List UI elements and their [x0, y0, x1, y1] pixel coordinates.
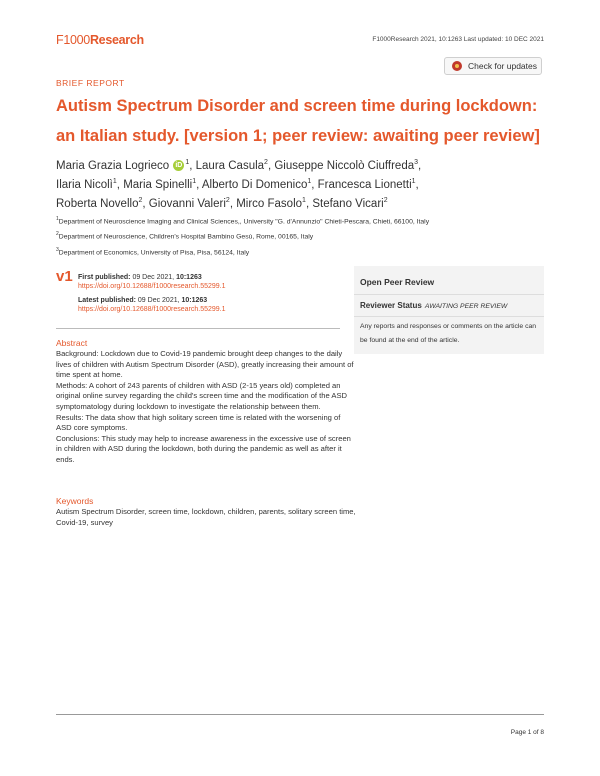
- peer-review-title: Open Peer Review: [360, 277, 435, 287]
- orcid-icon[interactable]: iD: [175, 162, 183, 170]
- article-title-line-1: Autism Spectrum Disorder and screen time during lockdown:: [56, 97, 538, 115]
- article-type-label: BRIEF REPORT: [56, 78, 125, 88]
- author[interactable]: Francesca Lionetti: [317, 178, 412, 191]
- author[interactable]: Giuseppe Niccolò Ciuffreda: [274, 159, 415, 172]
- open-peer-review-panel: [354, 266, 544, 354]
- latest-published-info: Latest published: 09 Dec 2021, 10:1263 https://doi.org/10.12688/f1000research.55299.1: [78, 297, 226, 313]
- author[interactable]: Giovanni Valeri: [148, 197, 226, 210]
- divider: [56, 328, 340, 329]
- peer-review-note: Any reports and responses or comments on the article can be found at the end of the article.: [360, 323, 537, 344]
- author[interactable]: Stefano Vicari: [312, 197, 384, 210]
- version-badge: v1: [56, 268, 73, 285]
- author[interactable]: Alberto Di Domenico: [201, 178, 308, 191]
- affiliation: $^2$Department of Neuroscience, Children's Hospital Bambino Gesù, Rome, 00165, Italy: [56, 231, 314, 241]
- abstract-conclusions: Conclusions: This study may help to increase awareness in the excessive use of screen in children with ASD during the lockdown, both during the pandemic as well as after it ends.: [56, 433, 351, 464]
- abstract-heading: Abstract: [56, 338, 88, 348]
- check-updates-icon: [452, 61, 462, 71]
- first-published-info: First published: 09 Dec 2021, 10:1263 https://doi.org/10.12688/f1000research.55299.1: [78, 274, 226, 290]
- latest-published-doi-link[interactable]: https://doi.org/10.12688/f1000research.55299.1: [78, 306, 226, 313]
- check-updates-label: Check for updates: [468, 61, 537, 71]
- article-title-line-2: an Italian study. [version 1; peer review: awaiting peer review]: [56, 127, 540, 145]
- divider: [354, 294, 544, 295]
- abstract-methods: Methods: A cohort of 243 parents of children with ASD (2-15 years old) completed an original online survey regarding the child's screen time and the modification of the ASD symptomatology during lockdown to investigate the relationship between them.: [56, 380, 348, 411]
- check-for-updates-button[interactable]: [444, 57, 542, 75]
- first-published-doi-link[interactable]: https://doi.org/10.12688/f1000research.55299.1: [78, 283, 226, 290]
- keywords-heading: Keywords: [56, 496, 94, 506]
- abstract-results: Results: The data show that high solitary screen time is related with the worsening of ASD core symptoms.: [56, 412, 341, 433]
- affiliation: $^3$Department of Economics, University of Pisa, Pisa, 56124, Italy: [56, 246, 250, 256]
- author[interactable]: Maria Spinelli: [123, 178, 193, 191]
- affiliations: [56, 213, 556, 259]
- status-value: AWAITING PEER REVIEW: [424, 303, 508, 310]
- author[interactable]: Roberta Novello: [56, 197, 139, 210]
- journal-logo: F1000Research: [56, 33, 144, 47]
- author[interactable]: Ilaria Nicolì: [56, 178, 113, 191]
- page-number: Page 1 of 8: [510, 729, 544, 736]
- footer-divider: [56, 714, 544, 715]
- author[interactable]: Laura Casula: [195, 159, 265, 172]
- abstract-background: Background: Lockdown due to Covid-19 pandemic brought deep changes to the daily lives of children with Autism Spectrum Disorder (ASD), greatly increasing their amount of time spent at home.: [56, 349, 354, 380]
- author[interactable]: Mirco Fasolo: [236, 197, 303, 210]
- abstract-body: [56, 349, 356, 466]
- divider: [354, 316, 544, 317]
- keywords-text: Autism Spectrum Disorder, screen time, lockdown, children, parents, solitary screen time, Covid-19, survey: [56, 507, 356, 527]
- affiliation: $^1$Department of Neuroscience Imaging and Clinical Sciences,, University "G. d'Annunzio" Chieti-Pescara, Chieti, 66100, Italy: [56, 216, 430, 226]
- reviewer-status: Reviewer Status AWAITING PEER REVIEW: [360, 301, 508, 310]
- citation-header: F1000Research 2021, 10:1263 Last updated: 10 DEC 2021: [372, 36, 544, 43]
- author[interactable]: Maria Grazia Logrieco: [56, 159, 170, 172]
- author-list: Maria Grazia Logrieco iD $^1$, Laura Casula$^2$, Giuseppe Niccolò Ciuffreda$^3$, Ilaria Nicolì$^1$, Maria Spinelli$^1$, Alberto Di Domenico$^1$, Francesca Lionetti$^1$, Roberta Novello$^2$, Giovanni Valeri$^2$, Mirco Fasolo$^1$, Stefano Vicari$^2$: [56, 159, 422, 210]
